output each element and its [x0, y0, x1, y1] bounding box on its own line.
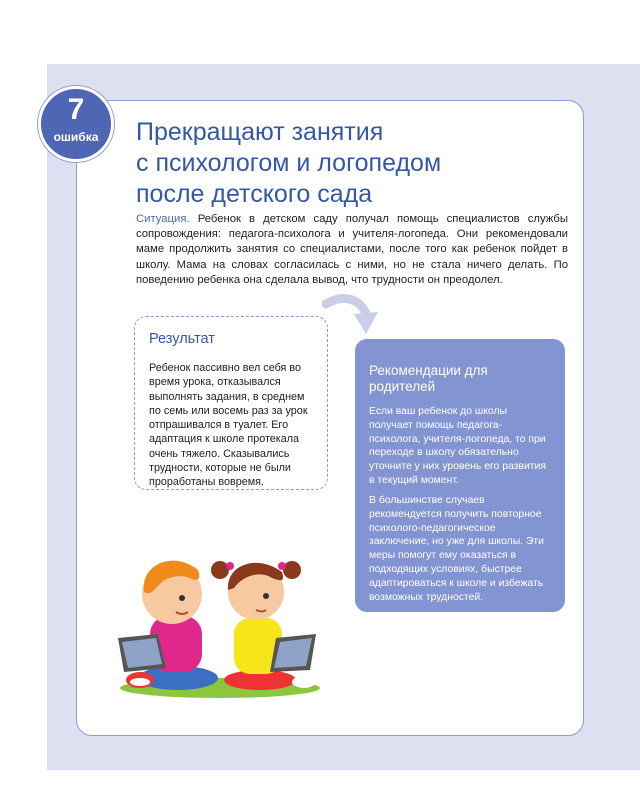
recommendations-box — [355, 339, 565, 612]
children-with-laptops-illustration — [110, 520, 330, 700]
title-line: Прекращают занятия — [136, 118, 384, 146]
badge-number: 7 — [67, 93, 85, 126]
situation-text: Ребенок в детском саду получал помощь специалистов службы сопровождения: педагога-психолога и учителя-логопеда. Они рекомендовали маме продолжить занятия со специалистами, после того как ребенок пойдет в школу. Мама на словах согласилась с ними, но не стала ничего делать. По поведению ребенка она сделала вывод, что трудности он преодолел. — [136, 213, 569, 286]
recommendations-paragraph-1: Если ваш ребенок до школы получает помощь педагога-психолога, учителя-логопеда, то при переходе в школу обязательно уточните у них уровень его развития в текущий момент. — [369, 406, 546, 486]
curved-arrow-icon — [322, 292, 378, 338]
title-line: с психологом и логопедом — [136, 149, 442, 177]
result-title: Результат — [149, 331, 215, 347]
mistake-number-badge — [38, 86, 114, 162]
title-line: после детского сада — [136, 180, 373, 208]
recommendations-title: Рекомендации для родителей — [369, 363, 488, 394]
result-text: Ребенок пассивно вел себя во время урока, отказывался выполнять задания, в среднем по семь или восемь раз за урок отпрашивался в туалет. Его адаптация к школе протекала очень тяжело. Сказывались трудности, которые не были проработаны вовремя. — [149, 362, 308, 489]
situation-paragraph — [136, 212, 568, 288]
situation-lead: Ситуация. — [136, 213, 190, 225]
badge-label: ошибка — [53, 130, 99, 144]
result-box — [134, 316, 328, 490]
page-title — [136, 117, 576, 210]
recommendations-paragraph-2: В большинстве случаев рекомендуется получить повторное психолого-педагогическое заключение, но уже для школы. Эти меры помогут ему оказаться в подходящих условиях, быстрее адаптироваться к школе и избежать возможных трудностей. — [369, 495, 544, 603]
